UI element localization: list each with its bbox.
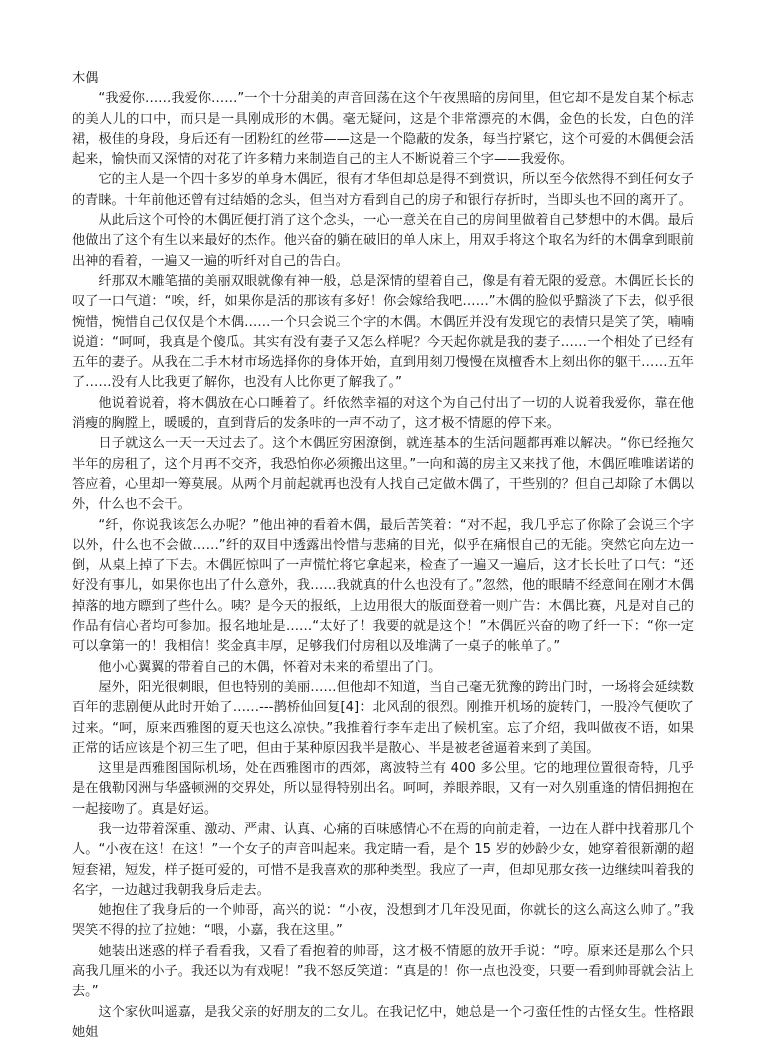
document-title: 木偶 <box>72 71 99 86</box>
paragraph: 从此后这个可怜的木偶匠便打消了这个念头，一心一意关在自己的房间里做着自己梦想中的木偶。最后他做出了这个有生以来最好的杰作。他兴奋的躺在破旧的单人床上，用双手将这个取名为纤的木偶拿到眼前出神的看着，一遍又一遍的听纤对自己的告白。 <box>72 213 694 269</box>
paragraph: 他小心翼翼的带着自己的木偶，怀着对未来的希望出了门。 <box>98 659 442 675</box>
paragraph: 这个家伙叫遥嘉，是我父亲的好朋友的二女儿。在我记忆中，她总是一个刁蛮任性的古怪女生。性格跟她姐 <box>72 1004 694 1040</box>
paragraph: 他说着说着，将木偶放在心口睡着了。纤依然幸福的对这个为自己付出了一切的人说着我爱你，靠在他消瘦的胸膛上，暖暖的，直到背后的发条咔的一声不动了，这才极不情愿的停下来。 <box>72 395 694 432</box>
paragraph: 日子就这么一天一天过去了。这个木偶匠穷困潦倒，就连基本的生活问题都再难以解决。“你已经拖欠半年的房租了，这个月再不交齐，我恐怕你必须搬出这里。”一向和蔼的房主又来找了他，木偶匠唯唯诺诺的答应着，心里却一筹莫展。从两个月前起就再也没有人找自己定做木偶了，干些别的？但自己却除了木偶以外，什么也不会干。 <box>72 436 694 513</box>
paragraph: 这里是西雅图国际机场，处在西雅图市的西郊，离波特兰有 400 多公里。它的地理位置很奇特，几乎是在俄勒冈洲与华盛顿洲的交界处，所以显得特别出名。呵呵，养眼养眼，又有一对久别重逢的情侣拥抱在一起接吻了。真是好运。 <box>72 761 694 817</box>
paragraph: 她抱住了我身后的一个帅哥，高兴的说：“小夜，没想到才几年没见面，你就长的这么高这么帅了。”我哭笑不得的拉了拉她：“喂，小嘉，我在这里。” <box>72 903 694 939</box>
document-page <box>72 69 694 1043</box>
paragraph: 她装出迷惑的样子看看我，又看了看抱着的帅哥，这才极不情愿的放开手说：“哼。原来还是那么个只高我几厘米的小子。我还以为有戏呢！”我不怒反笑道：“真是的！你一点也没变，只要一看到帅哥就会沾上去。” <box>72 943 694 1000</box>
paragraph: 纤那双木雕笔描的美丽双眼就像有神一般，总是深情的望着自己，像是有着无限的爱意。木偶匠长长的叹了一口气道：“唉，纤，如果你是活的那该有多好！你会嫁给我吧……”木偶的脸似乎黯淡了下去，似乎很惋惜，惋惜自己仅仅是个木偶……一个只会说三个字的木偶。木偶匠并没有发现它的表情只是笑了笑，喃喃说道：“呵呵，我真是个傻瓜。其实有没有妻子又怎么样呢？今天起你就是我的妻子……一个相处了已经有五年的妻子。从我在二手木材市场选择你的身体开始，直到用刻刀慢慢在岚檀香木上刻出你的躯干……五年了……没有人比我更了解你，也没有人比你更了解我了。” <box>72 273 694 391</box>
paragraph: “纤，你说我该怎么办呢？”他出神的看着木偶，最后苦笑着：“对不起，我几乎忘了你除了会说三个字以外，什么也不会做……”纤的双目中透露出怜惜与悲痛的目光，似乎在痛恨自己的无能。突然它向左边一倒，从桌上掉了下去。木偶匠惊叫了一声慌忙将它拿起来，检查了一遍又一遍后，这才长长吐了口气：“还好没有事儿，如果你也出了什么意外，我……我就真的什么也没有了。”忽然，他的眼睛不经意间在刚才木偶掉落的地方瞟到了些什么。咦？是今天的报纸，上边用很大的版面登着一则广告：木偶比赛，凡是对自己的作品有信心者均可参加。报名地址是……“太好了！我要的就是这个！”木偶匠兴奋的吻了纤一下：“你一定可以拿第一的！我相信！奖金真丰厚，足够我们付房租以及堆满了一桌子的帐单了。” <box>72 517 694 655</box>
paragraph: 它的主人是一个四十多岁的单身木偶匠，很有才华但却总是得不到赏识，所以至今依然得不到任何女子的青睐。十年前他还曾有过结婚的念头，但当对方看到自己的房子和银行存折时，当即头也不回的离开了。 <box>72 172 694 208</box>
paragraph: 屋外，阳光很刺眼，但也特别的美丽……但他却不知道，当自己毫无犹豫的跨出门时，一场将会延续数百年的悲剧便从此时开始了……---鹊桥仙回复[4]：北风刮的很烈。刚推开机场的旋转门，一股冷气便吹了过来。“呵，原来西雅图的夏天也这么凉快。”我推着行李车走出了候机室。忘了介绍，我叫做夜不语，如果正常的话应该是个初三生了吧，但由于某种原因我半是散心、半是被老爸逼着来到了美国。 <box>72 679 694 756</box>
paragraph: “我爱你……我爱你……”一个十分甜美的声音回荡在这个午夜黑暗的房间里，但它却不是发自某个标志的美人儿的口中，而只是一具刚成形的木偶。毫无疑问，这是个非常漂亮的木偶，金色的长发，白色的洋裙，极佳的身段，身后还有一团粉红的丝带——这是一个隐蔽的发条，每当拧紧它，这个可爱的木偶便会活起来，愉快而又深情的对花了许多精力来制造自己的主人不断说着三个字——我爱你。 <box>72 91 694 168</box>
paragraph: 我一边带着深重、激动、严肃、认真、心痛的百味感情心不在焉的向前走着，一边在人群中找着那几个人。“小夜在这！在这！”一个女子的声音叫起来。我定睛一看，是个 15 岁的妙龄少女，她穿着很新潮的超短套裙，短发，样子挺可爱的，可惜不是我喜欢的那种类型。我应了一声，但却见那女孩一边继续叫着我的名字，一边越过我朝我身后走去。 <box>72 821 694 898</box>
